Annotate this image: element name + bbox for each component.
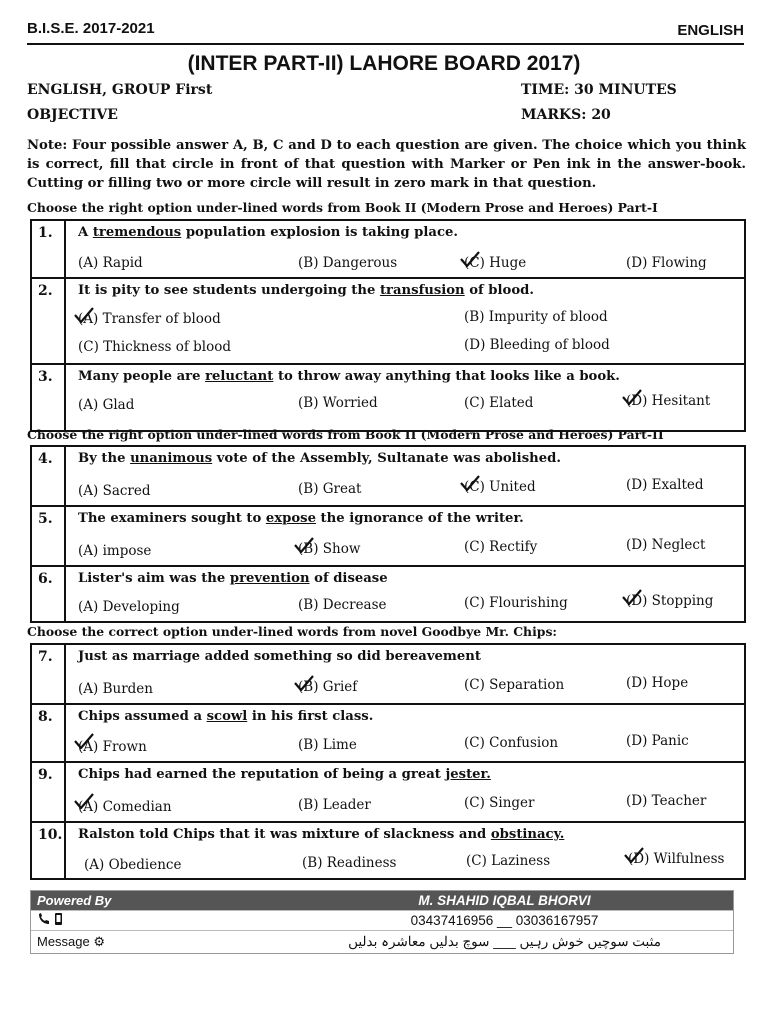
option-d: (D) Flowing	[626, 255, 707, 271]
option-b: (B) Grief	[298, 679, 358, 695]
question-number: 1.	[32, 221, 66, 277]
question-row	[32, 279, 744, 365]
question-row	[32, 823, 744, 880]
question-text: Many people are reluctant to throw away anything that looks like a book.	[78, 369, 620, 384]
option-b: (B) Dangerous	[298, 255, 398, 271]
answer-tick-icon	[294, 675, 314, 691]
answer-tick-icon	[74, 307, 94, 323]
header-subject: ENGLISH	[677, 22, 744, 39]
phone-icons	[31, 912, 276, 929]
instructions-note: Note: Four possible answer A, B, C and D to each question are given. The choice which you think is correct, fill that circle in front of that question with Marker or Pen ink in the answer-book. Cutting or filling two or more circle will result in zero mark in that question.	[27, 138, 746, 191]
question-number: 8.	[32, 705, 66, 761]
option-a: (A) Developing	[78, 599, 180, 615]
option-c: (C) Confusion	[464, 735, 559, 751]
gear-icon: ⚙	[93, 934, 106, 949]
answer-tick-icon	[294, 537, 314, 553]
question-text: Chips had earned the reputation of being a great jester.	[78, 767, 491, 782]
question-text: Chips assumed a scowl in his first class.	[78, 709, 374, 724]
question-row	[32, 447, 744, 507]
question-row	[32, 365, 744, 430]
question-block	[30, 219, 746, 432]
question-text: Just as marriage added something so did bereavement	[78, 649, 481, 664]
paper-title: (INTER PART-II) LAHORE BOARD 2017)	[187, 52, 581, 75]
question-row	[32, 763, 744, 823]
option-d: (D) Panic	[626, 733, 689, 749]
question-number: 10.	[32, 823, 66, 880]
option-b: (B) Readiness	[302, 855, 397, 871]
question-text: Lister's aim was the prevention of disease	[78, 571, 388, 586]
question-number: 5.	[32, 507, 66, 565]
question-text: It is pity to see students undergoing the transfusion of blood.	[78, 283, 534, 298]
question-text: By the unanimous vote of the Assembly, Sultanate was abolished.	[78, 451, 561, 466]
option-c: (C) United	[464, 479, 536, 495]
footer-message-row	[31, 931, 733, 953]
option-c: (C) Thickness of blood	[78, 339, 232, 355]
paper-objective: OBJECTIVE	[27, 107, 118, 123]
answer-tick-icon	[460, 475, 480, 491]
question-block	[30, 445, 746, 623]
option-d: (D) Hesitant	[626, 393, 711, 409]
answer-tick-icon	[74, 793, 94, 809]
option-c: (C) Separation	[464, 677, 565, 693]
question-number: 6.	[32, 567, 66, 621]
question-text: Ralston told Chips that it was mixture of slackness and obstinacy.	[78, 827, 565, 842]
powered-by-label: Powered By	[37, 893, 112, 908]
question-number: 7.	[32, 645, 66, 703]
message-label-cell	[31, 934, 276, 950]
option-c: (C) Flourishing	[464, 595, 568, 611]
phone-numbers: 03437416956 __ 03036167957	[410, 913, 599, 928]
answer-tick-icon	[74, 733, 94, 749]
option-b: (B) Lime	[298, 737, 357, 753]
option-a: (A) Comedian	[78, 799, 172, 815]
option-d: (D) Bleeding of blood	[464, 337, 610, 353]
option-b: (B) Leader	[298, 797, 371, 813]
option-a: (A) Glad	[78, 397, 135, 413]
urdu-message: مثبت سوچیں خوش رہیں ___ سوچ بدلیں معاشرہ بدلیں	[348, 934, 661, 949]
question-number: 2.	[32, 279, 66, 363]
question-block	[30, 643, 746, 880]
option-a: (A) Obedience	[84, 857, 182, 873]
paper-marks: MARKS: 20	[521, 107, 611, 123]
option-a: (A) impose	[78, 543, 152, 559]
answer-tick-icon	[624, 847, 644, 863]
option-a: (A) Rapid	[78, 255, 143, 271]
question-text: A tremendous population explosion is taking place.	[78, 225, 458, 240]
option-c: (C) Rectify	[464, 539, 538, 555]
footer-credit-row	[31, 891, 733, 911]
option-c: (C) Singer	[464, 795, 535, 811]
option-a: (A) Burden	[78, 681, 153, 697]
option-d: (D) Stopping	[626, 593, 714, 609]
header-divider	[27, 43, 744, 45]
question-number: 9.	[32, 763, 66, 821]
author-name: M. SHAHID IQBAL BHORVI	[418, 893, 591, 908]
answer-tick-icon	[622, 589, 642, 605]
question-row	[32, 705, 744, 763]
option-d: (D) Wilfulness	[628, 851, 725, 867]
option-d: (D) Teacher	[626, 793, 707, 809]
section-heading: Choose the right option under-lined words from Book II (Modern Prose and Heroes) Part-II	[27, 427, 664, 442]
question-number: 4.	[32, 447, 66, 505]
option-a: (A) Transfer of blood	[78, 311, 221, 327]
option-c: (C) Laziness	[466, 853, 551, 869]
option-b: (B) Worried	[298, 395, 378, 411]
question-row	[32, 507, 744, 567]
phone-icon	[37, 912, 63, 926]
option-b: (B) Decrease	[298, 597, 387, 613]
question-text: The examiners sought to expose the ignorance of the writer.	[78, 511, 524, 526]
answer-tick-icon	[460, 251, 480, 267]
option-d: (D) Neglect	[626, 537, 706, 553]
answer-tick-icon	[622, 389, 642, 405]
option-c: (C) Huge	[464, 255, 527, 271]
question-row	[32, 645, 744, 705]
footer-phone-row	[31, 911, 733, 931]
header-board: B.I.S.E. 2017-2021	[27, 20, 155, 37]
option-a: (A) Frown	[78, 739, 147, 755]
option-c: (C) Elated	[464, 395, 534, 411]
question-row	[32, 567, 744, 621]
section-heading: Choose the right option under-lined words from Book II (Modern Prose and Heroes) Part-I	[27, 200, 658, 215]
footer-panel	[30, 890, 734, 954]
question-number: 3.	[32, 365, 66, 430]
message-label: Message	[37, 934, 90, 949]
option-b: (B) Impurity of blood	[464, 309, 608, 325]
option-d: (D) Hope	[626, 675, 689, 691]
paper-group: ENGLISH, GROUP First	[27, 82, 213, 98]
section-heading: Choose the correct option under-lined words from novel Goodbye Mr. Chips:	[27, 624, 557, 639]
question-row	[32, 221, 744, 279]
option-b: (B) Great	[298, 481, 362, 497]
option-b: (B) Show	[298, 541, 361, 557]
option-a: (A) Sacred	[78, 483, 151, 499]
paper-time: TIME: 30 MINUTES	[521, 82, 677, 98]
option-d: (D) Exalted	[626, 477, 704, 493]
